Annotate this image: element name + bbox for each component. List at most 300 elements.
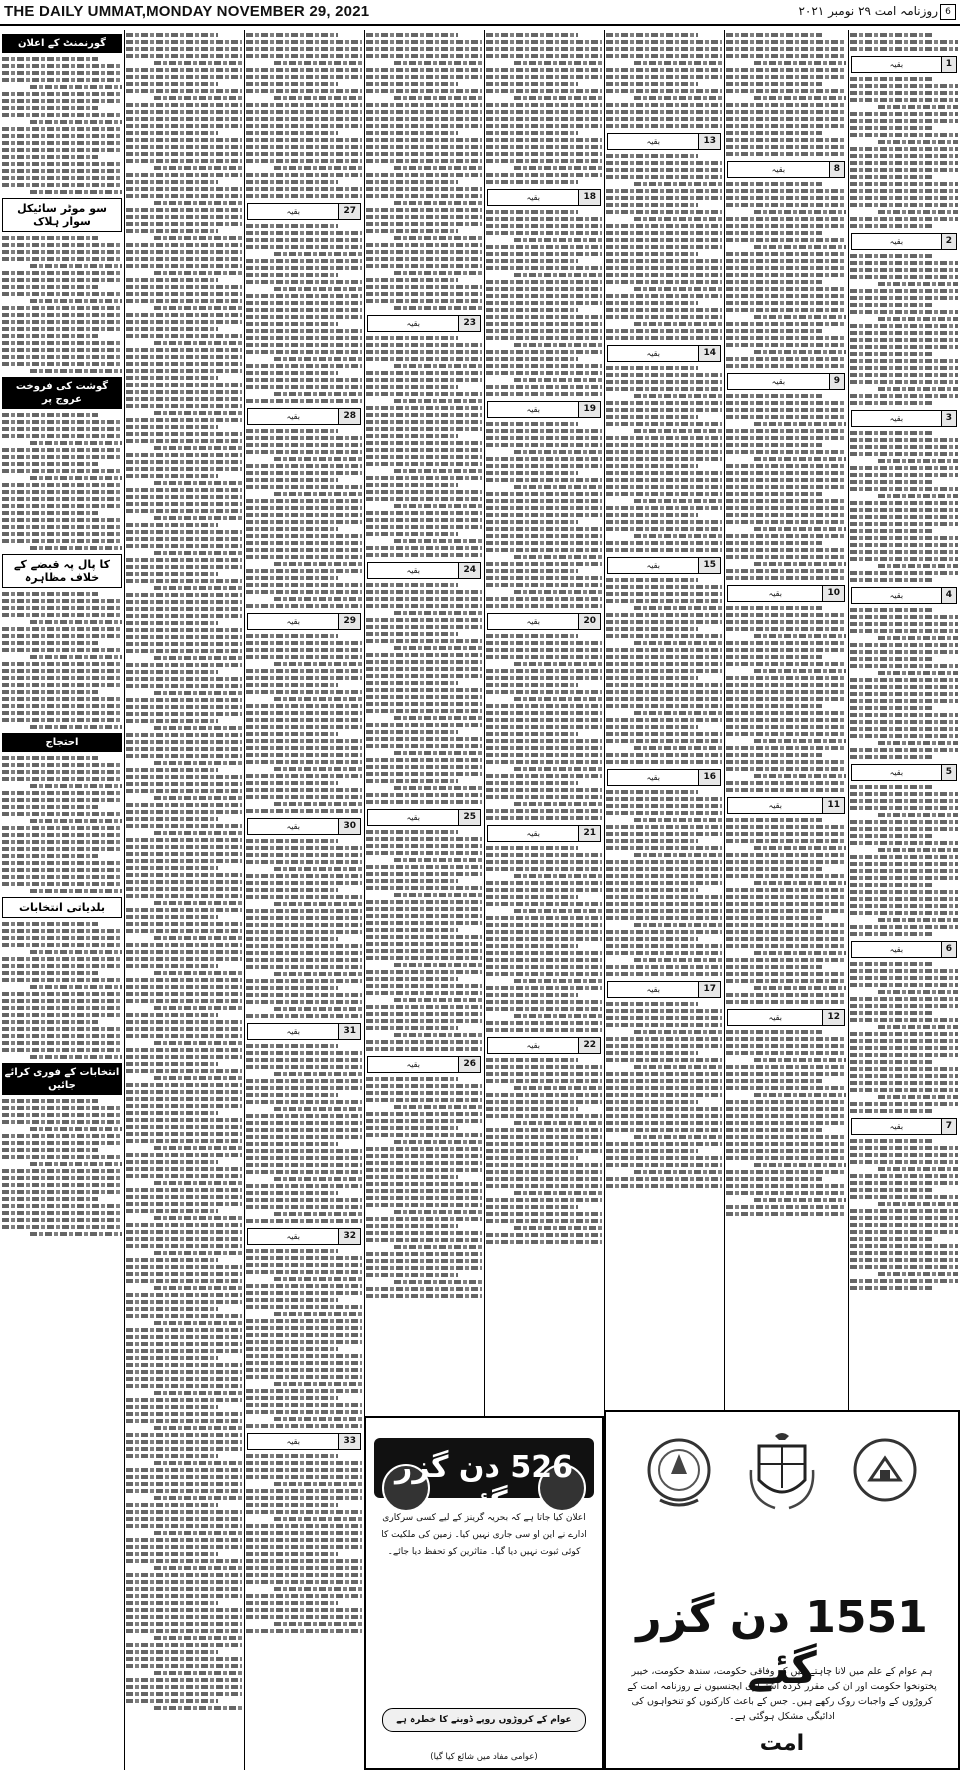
text-line	[606, 1086, 722, 1090]
text-line	[30, 819, 122, 823]
text-line	[126, 369, 242, 373]
text-line	[2, 1013, 122, 1017]
text-line	[486, 336, 602, 340]
text-line	[126, 299, 242, 303]
text-line	[366, 532, 458, 536]
text-line	[126, 1083, 242, 1087]
text-line	[726, 916, 822, 920]
text-line	[126, 348, 242, 352]
text-line	[2, 1034, 122, 1038]
text-line	[126, 978, 242, 982]
tag-number: 10	[822, 586, 844, 601]
text-line	[246, 47, 362, 51]
text-line	[850, 643, 958, 647]
text-line	[126, 278, 218, 282]
text-line	[726, 718, 846, 722]
text-line	[606, 548, 722, 552]
text-line	[274, 457, 362, 461]
text-line	[126, 1615, 242, 1619]
text-line	[246, 1396, 338, 1400]
text-line	[486, 308, 578, 312]
text-line	[154, 236, 242, 240]
news-headline-banner: گورنمنٹ کے اعلان	[2, 34, 122, 53]
text-line	[394, 963, 482, 967]
text-line	[366, 1175, 458, 1179]
text-line	[606, 676, 698, 680]
text-line	[726, 662, 846, 666]
text-line	[850, 962, 934, 966]
continuation-tag	[487, 401, 601, 418]
text-line	[246, 194, 362, 198]
text-line	[754, 527, 846, 531]
text-line	[2, 875, 122, 879]
text-line	[246, 117, 362, 121]
text-line	[274, 61, 362, 65]
text-line	[246, 1496, 362, 1500]
text-line	[246, 1475, 362, 1479]
text-line	[126, 180, 218, 184]
tag-title: بقیہ	[286, 1437, 300, 1446]
text-line	[274, 1622, 362, 1626]
text-line	[754, 669, 846, 673]
text-line	[126, 1384, 242, 1388]
text-line	[366, 208, 482, 212]
text-line	[126, 859, 242, 863]
text-line	[274, 1277, 362, 1281]
text-line	[246, 669, 362, 673]
continuation-tag	[727, 1009, 845, 1026]
text-line	[366, 1154, 482, 1158]
text-line	[126, 698, 242, 702]
tag-title: بقیہ	[286, 822, 300, 831]
text-line	[850, 997, 958, 1001]
text-line	[366, 1189, 482, 1193]
text-line	[878, 1272, 958, 1276]
text-line	[2, 1155, 122, 1159]
text-line	[850, 571, 958, 575]
text-line	[726, 620, 846, 624]
text-line	[154, 761, 242, 765]
text-line	[246, 1114, 362, 1118]
text-line	[514, 874, 602, 878]
text-line	[486, 1156, 578, 1160]
text-line	[726, 520, 846, 524]
column-6b	[124, 30, 245, 1770]
text-line	[2, 943, 122, 947]
tag-number: 29	[338, 614, 360, 629]
text-line	[2, 978, 122, 982]
text-line	[126, 1167, 242, 1171]
text-line	[486, 597, 602, 601]
text-line	[126, 1482, 242, 1486]
tag-title: بقیہ	[889, 1122, 904, 1131]
text-line	[754, 1163, 846, 1167]
text-line	[634, 711, 722, 715]
text-line	[606, 613, 722, 617]
text-line	[126, 460, 242, 464]
text-line	[486, 534, 602, 538]
text-line	[394, 786, 482, 790]
text-line	[850, 196, 958, 200]
text-line	[246, 986, 338, 990]
text-line	[726, 1100, 846, 1104]
text-line	[606, 697, 722, 701]
text-line	[2, 683, 122, 687]
text-line	[366, 54, 482, 58]
text-line	[606, 238, 722, 242]
continuation-tag	[487, 189, 601, 206]
text-line	[486, 464, 602, 468]
text-line	[606, 1072, 722, 1076]
text-line	[246, 1347, 338, 1351]
text-line	[246, 1403, 362, 1407]
text-line	[126, 110, 242, 114]
text-line	[486, 350, 602, 354]
text-line	[246, 1142, 338, 1146]
text-line	[726, 401, 846, 405]
text-line	[394, 399, 482, 403]
text-line	[366, 688, 482, 692]
text-line	[486, 676, 602, 680]
text-line	[2, 718, 122, 722]
text-line	[246, 103, 362, 107]
text-line	[486, 972, 602, 976]
text-line	[726, 902, 846, 906]
tag-title: بقیہ	[406, 1060, 420, 1069]
text-line	[126, 684, 242, 688]
text-line	[366, 264, 482, 268]
text-line	[30, 889, 122, 893]
text-line	[394, 858, 482, 862]
text-line	[486, 385, 602, 389]
text-line	[486, 937, 602, 941]
text-line	[126, 663, 242, 667]
text-line	[126, 705, 242, 709]
text-line	[246, 788, 362, 792]
tag-number: 23	[458, 316, 480, 331]
text-line	[246, 1065, 362, 1069]
ad-headline: 526 دن گزر گئے	[395, 1450, 573, 1520]
text-line	[246, 604, 362, 608]
text-line	[606, 373, 722, 377]
text-line	[486, 1021, 602, 1025]
text-line	[2, 669, 122, 673]
text-line	[850, 91, 958, 95]
text-line	[246, 1326, 362, 1330]
tag-number: 26	[458, 1057, 480, 1072]
text-line	[246, 1489, 362, 1493]
text-line	[2, 1006, 122, 1010]
text-line	[246, 1608, 362, 1612]
text-line	[634, 1135, 722, 1139]
text-line	[850, 834, 934, 838]
text-line	[366, 476, 482, 480]
text-line	[126, 593, 242, 597]
continuation-tag	[727, 797, 845, 814]
text-line	[634, 853, 722, 857]
text-line	[366, 702, 482, 706]
text-line	[366, 145, 482, 149]
text-line	[126, 502, 242, 506]
text-line	[726, 40, 846, 44]
text-line	[126, 579, 242, 583]
text-line	[394, 751, 482, 755]
text-line	[726, 485, 846, 489]
text-line	[726, 75, 846, 79]
text-line	[634, 1170, 722, 1174]
text-line	[850, 1265, 958, 1269]
text-line	[126, 1055, 242, 1059]
text-line	[606, 1093, 722, 1097]
text-line	[486, 781, 578, 785]
text-line	[486, 210, 578, 214]
text-line	[366, 292, 482, 296]
text-line	[2, 169, 122, 173]
text-line	[850, 394, 958, 398]
text-line	[246, 33, 338, 37]
ad-headline-box	[374, 1438, 594, 1520]
text-line	[486, 33, 578, 37]
text-line	[126, 495, 242, 499]
text-line	[606, 655, 722, 659]
text-line	[366, 250, 482, 254]
text-line	[514, 767, 602, 771]
text-line	[606, 47, 722, 51]
text-line	[850, 487, 958, 491]
text-line	[366, 1147, 482, 1151]
text-line	[246, 732, 338, 736]
text-line	[850, 154, 958, 158]
news-headline-banner: انتخابات کے فوری کرائے جائیں	[2, 1063, 122, 1095]
text-line	[486, 655, 602, 659]
text-line	[126, 1489, 242, 1493]
text-line	[30, 85, 122, 89]
text-line	[850, 1102, 958, 1106]
text-line	[726, 965, 822, 969]
text-line	[126, 229, 218, 233]
text-line	[486, 604, 602, 608]
text-line	[634, 217, 722, 221]
text-line	[850, 431, 934, 435]
text-line	[486, 513, 602, 517]
text-line	[366, 40, 482, 44]
text-line	[486, 371, 602, 375]
text-line	[126, 964, 218, 968]
text-line	[126, 117, 242, 121]
text-line	[366, 632, 458, 636]
text-line	[366, 89, 482, 93]
tag-title: بقیہ	[646, 773, 660, 782]
text-line	[246, 1503, 338, 1507]
text-line	[726, 555, 846, 559]
text-line	[606, 506, 722, 510]
text-line	[850, 615, 958, 619]
text-line	[850, 925, 958, 929]
text-line	[246, 576, 338, 580]
text-line	[394, 201, 482, 205]
text-line	[126, 75, 242, 79]
tag-number: 18	[578, 190, 600, 205]
text-line	[726, 408, 846, 412]
text-line	[2, 922, 98, 926]
text-line	[606, 1100, 698, 1104]
text-line	[606, 1163, 722, 1167]
text-line	[366, 152, 482, 156]
text-line	[246, 1354, 362, 1358]
text-line	[2, 1048, 122, 1052]
text-line	[366, 977, 458, 981]
text-line	[606, 541, 722, 545]
text-line	[246, 1573, 362, 1577]
text-line	[30, 1162, 122, 1166]
continuation-tag	[607, 981, 721, 998]
text-line	[606, 492, 722, 496]
text-line	[878, 282, 958, 286]
text-line	[850, 1279, 958, 1283]
text-line	[246, 485, 362, 489]
tag-title: بقیہ	[771, 165, 786, 174]
tag-number: 30	[338, 819, 360, 834]
text-line	[606, 259, 722, 263]
text-line	[154, 1706, 242, 1710]
text-line	[366, 1019, 482, 1023]
text-line	[850, 755, 934, 759]
continuation-tag	[607, 769, 721, 786]
text-line	[366, 779, 458, 783]
text-line	[606, 266, 722, 270]
text-line	[878, 990, 958, 994]
text-line	[366, 744, 482, 748]
text-line	[850, 84, 958, 88]
text-line	[246, 583, 362, 587]
text-line	[850, 466, 958, 470]
text-line	[726, 760, 846, 764]
text-line	[30, 1055, 122, 1059]
text-line	[606, 520, 722, 524]
text-line	[366, 180, 458, 184]
text-line	[126, 250, 242, 254]
text-line	[126, 677, 242, 681]
text-line	[246, 1298, 338, 1302]
text-line	[850, 536, 958, 540]
text-line	[246, 138, 362, 142]
text-line	[246, 690, 362, 694]
text-line	[246, 1249, 338, 1253]
text-line	[754, 96, 846, 100]
tag-number: 24	[458, 563, 480, 578]
text-line	[2, 141, 122, 145]
text-line	[366, 1287, 482, 1291]
text-line	[246, 874, 362, 878]
text-line	[726, 781, 846, 785]
text-line	[606, 965, 722, 969]
text-line	[30, 1232, 122, 1236]
text-line	[246, 1219, 362, 1223]
text-line	[366, 343, 482, 347]
text-line	[126, 439, 242, 443]
text-line	[514, 450, 602, 454]
text-line	[126, 775, 242, 779]
text-line	[486, 746, 602, 750]
text-line	[366, 350, 482, 354]
text-line	[126, 131, 218, 135]
text-line	[246, 676, 362, 680]
text-line	[246, 881, 362, 885]
tag-number: 3	[941, 411, 956, 426]
text-line	[486, 1205, 578, 1209]
text-line	[246, 916, 362, 920]
text-line	[366, 639, 482, 643]
text-line	[246, 1058, 362, 1062]
text-line	[486, 788, 602, 792]
text-line	[246, 336, 362, 340]
text-line	[486, 725, 602, 729]
continuation-tag	[851, 56, 957, 73]
text-line	[606, 408, 722, 412]
text-line	[514, 61, 602, 65]
text-line	[850, 47, 958, 51]
text-line	[726, 357, 846, 361]
tag-number: 25	[458, 810, 480, 825]
text-line	[514, 1014, 602, 1018]
text-line	[126, 1370, 242, 1374]
text-line	[486, 634, 578, 638]
text-line	[2, 57, 98, 61]
text-line	[246, 1410, 362, 1414]
column-5	[364, 30, 485, 1440]
tag-title: بقیہ	[526, 405, 540, 414]
text-line	[126, 1237, 242, 1241]
text-line	[366, 553, 482, 557]
text-line	[126, 82, 218, 86]
text-line	[726, 1044, 846, 1048]
text-line	[126, 1125, 242, 1129]
text-line	[486, 47, 602, 51]
text-line	[726, 788, 846, 792]
text-line	[486, 252, 602, 256]
text-line	[246, 364, 362, 368]
text-line	[726, 569, 846, 573]
text-line	[486, 1163, 602, 1167]
text-line	[486, 322, 602, 326]
text-line	[246, 1156, 362, 1160]
text-line	[366, 737, 482, 741]
text-line	[126, 222, 242, 226]
text-line	[726, 1191, 846, 1195]
text-line	[126, 950, 242, 954]
text-line	[850, 1039, 958, 1043]
text-line	[850, 799, 958, 803]
text-line	[606, 415, 698, 419]
text-line	[2, 271, 122, 275]
text-line	[126, 649, 242, 653]
text-line	[634, 394, 722, 398]
text-line	[606, 599, 722, 603]
text-line	[726, 1142, 846, 1146]
text-line	[726, 336, 846, 340]
text-line	[246, 1375, 362, 1379]
text-line	[486, 690, 602, 694]
text-line	[850, 629, 958, 633]
continuation-tag	[727, 373, 845, 390]
text-line	[246, 187, 362, 191]
text-line	[274, 597, 362, 601]
text-line	[850, 678, 958, 682]
tag-title: بقیہ	[646, 137, 660, 146]
text-line	[486, 923, 602, 927]
text-line	[246, 464, 362, 468]
text-line	[726, 753, 822, 757]
